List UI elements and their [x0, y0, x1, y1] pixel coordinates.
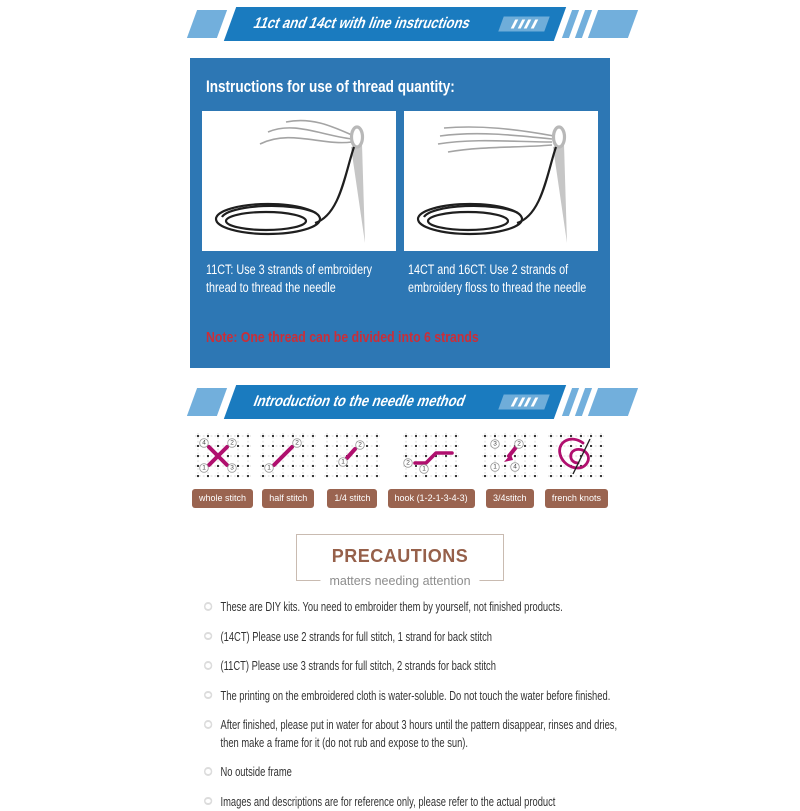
- precautions-title: PRECAUTIONS: [297, 546, 503, 567]
- banner-left-slash: [187, 10, 227, 38]
- precaution-item: These are DIY kits. You need to embroider them by yourself, not finished products.: [204, 599, 624, 617]
- precaution-item: Images and descriptions are for reference only, please refer to the actual product: [204, 794, 624, 811]
- precaution-item: After finished, please put in water for about 3 hours until the pattern disappear, rinses and dries, then make a frame for it (do not rub and expose to the sun).: [204, 717, 624, 752]
- needle-illustration-14ct: [404, 111, 598, 251]
- stitch-hook: [388, 432, 475, 508]
- ring-bullet-icon: [204, 691, 212, 700]
- svg-text:1: 1: [267, 465, 271, 472]
- hook-stitch-diagram-icon: [402, 432, 460, 480]
- svg-text:4: 4: [202, 440, 206, 447]
- stitch-threequarter: [481, 432, 539, 508]
- banner-right-slash: [588, 10, 638, 38]
- precaution-item: The printing on the embroidered cloth is water-soluble. Do not touch the water before finished.: [204, 688, 624, 706]
- stitch-half: [259, 432, 317, 508]
- svg-text:1: 1: [422, 466, 426, 473]
- ring-bullet-icon: [204, 632, 212, 641]
- ring-bullet-icon: [204, 797, 212, 806]
- french-knots-diagram-icon: [547, 432, 605, 480]
- stitch-label-badge: whole stitch: [192, 489, 253, 508]
- hatch-marks-icon: [498, 17, 549, 32]
- precaution-item: (14CT) Please use 2 strands for full stitch, 1 strand for back stitch: [204, 629, 624, 647]
- svg-text:1: 1: [493, 464, 497, 471]
- svg-text:4: 4: [513, 464, 517, 471]
- whole-stitch-diagram-icon: [194, 432, 252, 480]
- quarter-stitch-diagram-icon: [323, 432, 381, 480]
- content-column: [190, 0, 610, 811]
- svg-text:1: 1: [202, 465, 206, 472]
- svg-text:2: 2: [295, 440, 299, 447]
- stitch-whole: [192, 432, 253, 508]
- stitch-label-badge: half stitch: [262, 489, 314, 508]
- thread-quantity-box: [190, 58, 610, 368]
- needle-illustration-panels: [202, 111, 598, 251]
- precaution-item: No outside frame: [204, 764, 624, 782]
- panel-captions: [202, 261, 598, 325]
- ring-bullet-icon: [204, 767, 212, 776]
- stitch-label-badge: 3/4stitch: [486, 489, 534, 508]
- precautions-list: [204, 599, 624, 811]
- needle-thread-drawing-icon: [202, 111, 396, 251]
- svg-text:1: 1: [342, 459, 346, 466]
- banner-title: Introduction to the needle method: [251, 393, 468, 411]
- banner-main-ribbon: [224, 7, 566, 41]
- stitch-diagram-row: [190, 432, 610, 508]
- svg-text:2: 2: [517, 441, 521, 448]
- stitch-french-knots: [545, 432, 608, 508]
- svg-text:2: 2: [359, 442, 363, 449]
- stitch-quarter: [323, 432, 381, 508]
- stitch-label-badge: french knots: [545, 489, 608, 508]
- stitch-label-badge: hook (1-2-1-3-4-3): [388, 489, 475, 508]
- precautions-box: [296, 534, 504, 581]
- svg-text:3: 3: [493, 441, 497, 448]
- needle-thread-drawing-icon: [404, 111, 598, 251]
- banner-needle-method: [190, 384, 610, 420]
- banner-left-slash: [187, 388, 227, 416]
- banner-main-ribbon: [224, 385, 566, 419]
- half-stitch-diagram-icon: [259, 432, 317, 480]
- precaution-item: (11CT) Please use 3 strands for full stitch, 2 strands for back stitch: [204, 658, 624, 676]
- hatch-marks-icon: [498, 395, 549, 410]
- banner-right-slash: [588, 388, 638, 416]
- svg-text:3: 3: [230, 465, 234, 472]
- thread-box-title: Instructions for use of thread quantity:: [206, 78, 598, 97]
- stitch-label-badge: 1/4 stitch: [327, 489, 377, 508]
- ring-bullet-icon: [204, 661, 212, 670]
- ring-bullet-icon: [204, 720, 212, 729]
- precautions-subtitle: matters needing attention: [320, 574, 479, 588]
- svg-text:2: 2: [406, 460, 410, 467]
- threequarter-stitch-diagram-icon: [481, 432, 539, 480]
- needle-illustration-11ct: [202, 111, 396, 251]
- svg-text:2: 2: [230, 440, 234, 447]
- caption-14ct-16ct: 14CT and 16CT: Use 2 strands of embroidery floss to thread the needle: [408, 261, 602, 297]
- banner-thread-instructions: [190, 6, 610, 42]
- thread-note: Note: One thread can be divided into 6 strands: [206, 329, 598, 346]
- banner-title: 11ct and 14ct with line instructions: [251, 15, 473, 33]
- caption-11ct: 11CT: Use 3 strands of embroidery thread to thread the needle: [206, 261, 400, 297]
- ring-bullet-icon: [204, 602, 212, 611]
